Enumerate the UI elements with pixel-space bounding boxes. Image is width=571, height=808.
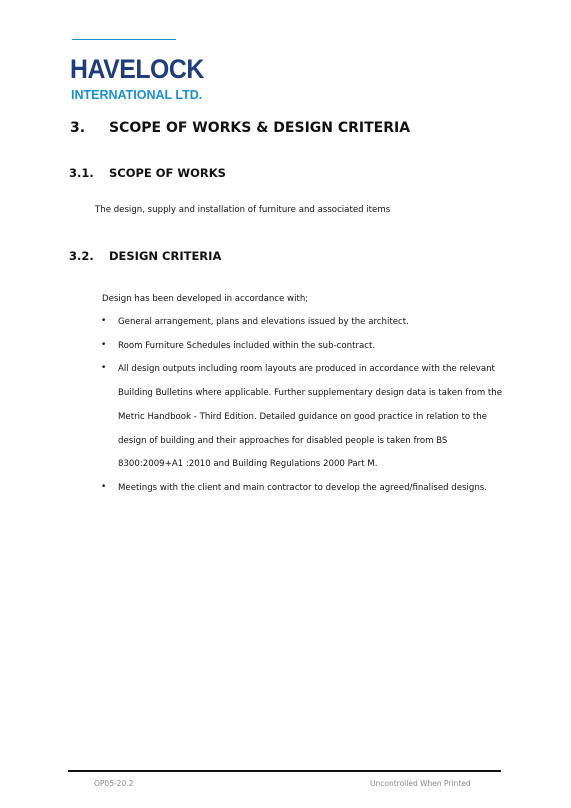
bullet-4-line-1: Meetings with the client and main contractor to develop the agreed/finalised designs. [118, 483, 488, 493]
scope-heading-title: SCOPE OF WORKS [109, 166, 226, 180]
bullet-2-line-1: Room Furniture Schedules included within the sub-contract. [118, 341, 376, 351]
footer-document-code: OP05-20.2 [94, 779, 134, 788]
footer-uncontrolled-note: Uncontrolled When Printed [370, 779, 471, 788]
bullet-3-line-2: Building Bulletins where applicable. Further supplementary design data is taken from the [118, 388, 503, 398]
design-heading-title: DESIGN CRITERIA [109, 249, 222, 263]
logo-rule [72, 39, 176, 40]
section-title: SCOPE OF WORKS & DESIGN CRITERIA [109, 120, 411, 136]
bullet-3-line-3: Metric Handbook - Third Edition. Detailed guidance on good practice in relation to the [118, 412, 488, 422]
bullet-1-line-1: General arrangement, plans and elevations issued by the architect. [118, 317, 409, 327]
scope-text: The design, supply and installation of furniture and associated items [95, 205, 391, 215]
design-intro: Design has been developed in accordance with; [102, 294, 309, 304]
bullet-3-line-1: All design outputs including room layouts are produced in accordance with the relevant [118, 364, 495, 374]
company-logo-subtitle: INTERNATIONAL LTD. [71, 88, 203, 102]
section-number: 3. [70, 120, 86, 136]
bullet-3-line-5: 8300:2009+A1 :2010 and Building Regulations 2000 Part M. [118, 459, 378, 469]
bullet-marker: • [101, 482, 107, 492]
company-logo-name: HAVELOCK [70, 54, 204, 84]
bullet-marker: • [101, 363, 107, 373]
design-heading-number: 3.2. [69, 249, 94, 263]
bullet-marker: • [101, 316, 107, 326]
bullet-3-line-4: design of building and their approaches for disabled people is taken from BS [118, 436, 448, 446]
bullet-marker: • [101, 340, 107, 350]
footer-rule [68, 770, 501, 772]
scope-heading-number: 3.1. [69, 166, 94, 180]
